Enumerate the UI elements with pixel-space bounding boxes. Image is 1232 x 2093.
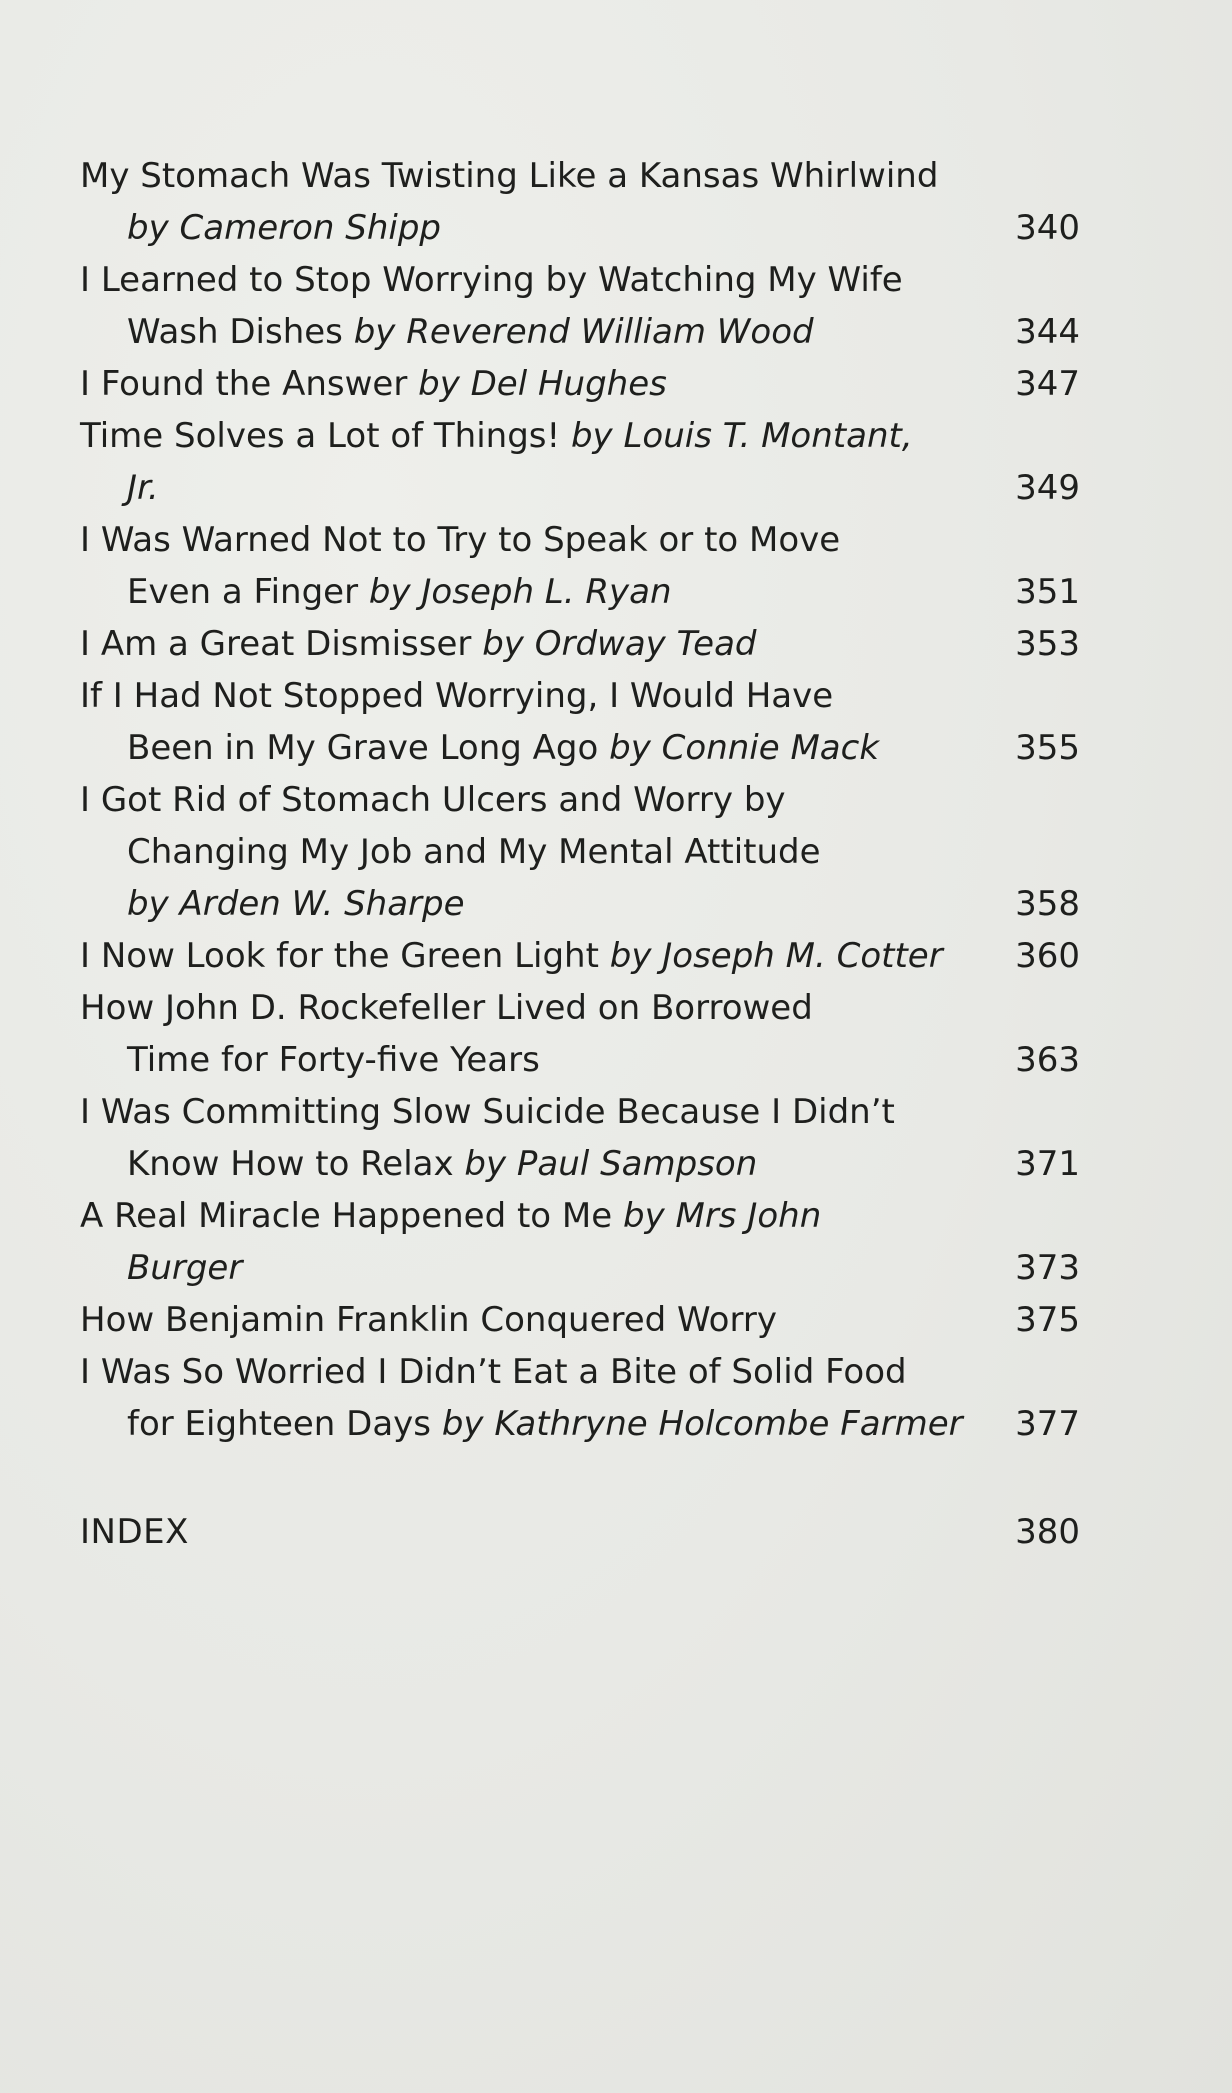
toc-entry-line	[80, 930, 1080, 982]
entry-page-number: 363	[1015, 1040, 1080, 1080]
toc-entry-line	[80, 1294, 1080, 1346]
toc-entry	[80, 930, 1080, 982]
entry-title-text: Even a Finger	[127, 572, 369, 612]
toc-entry-line	[80, 982, 1080, 1034]
index-page-number: 380	[1015, 1512, 1080, 1552]
toc-entry	[80, 254, 1080, 358]
entry-author: by Cameron Shipp	[127, 208, 442, 248]
entry-author: by Paul Sampson	[464, 1144, 758, 1184]
entry-author: by Del Hughes	[418, 364, 667, 404]
toc-entry	[80, 358, 1080, 410]
entry-author: by Connie Mack	[609, 728, 880, 768]
entry-author: by Joseph M. Cotter	[609, 936, 943, 976]
toc-entry	[80, 1294, 1080, 1346]
entry-author: by Kathryne Holcombe Farmer	[441, 1404, 963, 1444]
entry-author: Burger	[127, 1248, 243, 1288]
entry-author: by Mrs John	[622, 1196, 822, 1236]
toc-entry	[80, 1346, 1080, 1450]
toc-entry	[80, 410, 1080, 514]
entry-title-text: I Now Look for the Green Light	[80, 936, 610, 976]
entry-title-text: I Was So Worried I Didn’t Eat a Bite of Solid Food	[80, 1352, 907, 1392]
entry-title-text: I Got Rid of Stomach Ulcers and Worry by	[80, 780, 786, 820]
entry-title-text: Wash Dishes	[127, 312, 354, 352]
entry-page-number: 371	[1015, 1144, 1080, 1184]
entry-title-text: Changing My Job and My Mental Attitude	[127, 832, 821, 872]
entry-title-text: Know How to Relax	[127, 1144, 465, 1184]
toc-entry-line	[80, 1034, 1080, 1086]
index-label: INDEX	[80, 1512, 189, 1552]
entry-title-text: Been in My Grave Long Ago	[127, 728, 610, 768]
entry-author: Jr.	[127, 468, 159, 508]
toc-entry-line	[80, 358, 1080, 410]
entry-title-text: If I Had Not Stopped Worrying, I Would Have	[80, 676, 834, 716]
toc-entry-line	[80, 514, 1080, 566]
entry-title-text: Time for Forty-five Years	[127, 1040, 540, 1080]
toc-entry-line	[80, 878, 1080, 930]
toc-entry-line	[80, 1086, 1080, 1138]
toc-entry	[80, 774, 1080, 930]
toc-entry	[80, 514, 1080, 618]
index-entry	[80, 1506, 1080, 1558]
entry-page-number: 375	[1015, 1300, 1080, 1340]
entry-page-number: 344	[1015, 312, 1080, 352]
entry-page-number: 377	[1015, 1404, 1080, 1444]
toc-entry-line	[80, 410, 1080, 462]
entry-title-text: I Am a Great Dismisser	[80, 624, 483, 664]
toc-entry-line	[80, 1242, 1080, 1294]
toc-entry-line	[80, 826, 1080, 878]
entry-title-text: for Eighteen Days	[127, 1404, 442, 1444]
toc-entry	[80, 618, 1080, 670]
entry-title-text: How John D. Rockefeller Lived on Borrowed	[80, 988, 813, 1028]
entry-title-text: A Real Miracle Happened to Me	[80, 1196, 623, 1236]
toc-entry	[80, 150, 1080, 254]
table-of-contents	[80, 150, 1080, 1558]
entry-title-text: My Stomach Was Twisting Like a Kansas Whirlwind	[80, 156, 939, 196]
entry-author: by Ordway Tead	[482, 624, 757, 664]
entry-page-number: 340	[1015, 208, 1080, 248]
entry-page-number: 373	[1015, 1248, 1080, 1288]
entry-title-text: I Was Warned Not to Try to Speak or to Move	[80, 520, 841, 560]
entry-page-number: 358	[1015, 884, 1080, 924]
entry-page-number: 355	[1015, 728, 1080, 768]
entry-title-text: I Learned to Stop Worrying by Watching My Wife	[80, 260, 903, 300]
toc-entry	[80, 982, 1080, 1086]
toc-entry-line	[80, 566, 1080, 618]
toc-entry-line	[80, 1398, 1080, 1450]
toc-entry-line	[80, 1190, 1080, 1242]
toc-entry	[80, 670, 1080, 774]
entry-author: by Reverend William Wood	[353, 312, 814, 352]
toc-entry-line	[80, 254, 1080, 306]
entry-page-number: 353	[1015, 624, 1080, 664]
toc-entry	[80, 1190, 1080, 1294]
entry-page-number: 351	[1015, 572, 1080, 612]
entry-author: by Joseph L. Ryan	[368, 572, 672, 612]
toc-entry-line	[80, 306, 1080, 358]
toc-entry-line	[80, 618, 1080, 670]
toc-entry-line	[80, 150, 1080, 202]
entry-page-number: 347	[1015, 364, 1080, 404]
toc-entry-line	[80, 462, 1080, 514]
toc-entry-line	[80, 774, 1080, 826]
toc-entry	[80, 1086, 1080, 1190]
entry-title-text: Time Solves a Lot of Things!	[80, 416, 571, 456]
entry-page-number: 360	[1015, 936, 1080, 976]
toc-entry-line	[80, 722, 1080, 774]
toc-entry-line	[80, 670, 1080, 722]
entry-page-number: 349	[1015, 468, 1080, 508]
entry-author: by Louis T. Montant,	[570, 416, 913, 456]
entry-author: by Arden W. Sharpe	[127, 884, 465, 924]
entry-title-text: I Was Committing Slow Suicide Because I Didn’t	[80, 1092, 895, 1132]
toc-entry-line	[80, 1346, 1080, 1398]
toc-entry-line	[80, 202, 1080, 254]
entry-title-text: I Found the Answer	[80, 364, 419, 404]
entry-title-text: How Benjamin Franklin Conquered Worry	[80, 1300, 777, 1340]
toc-entry-line	[80, 1138, 1080, 1190]
